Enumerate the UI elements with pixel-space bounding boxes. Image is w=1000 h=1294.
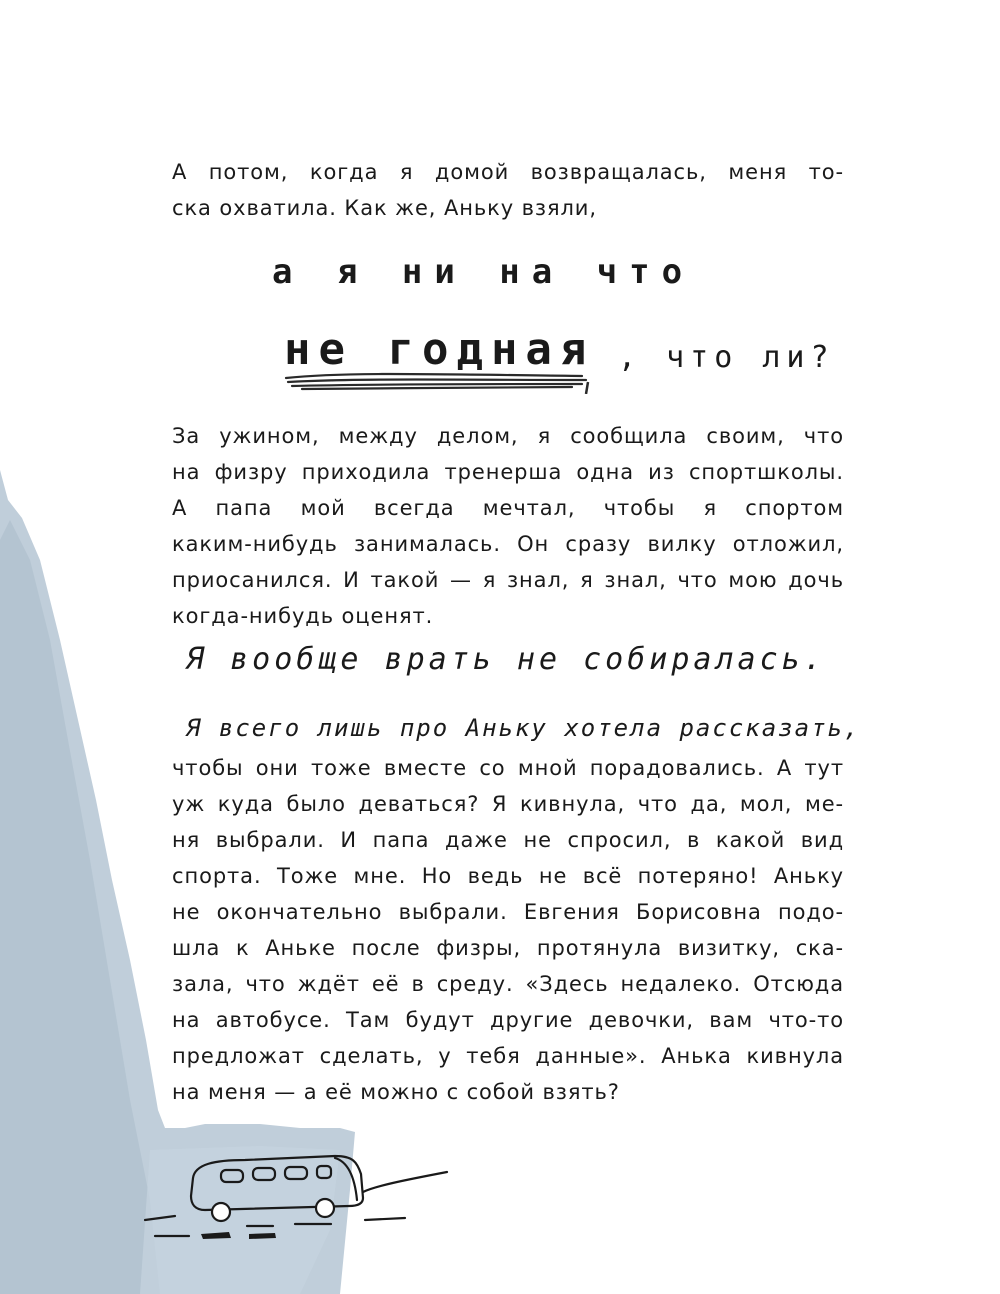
text-line: уж куда было деваться? Я кивнула, что да, мол, ме-	[172, 792, 844, 816]
paragraph-3	[172, 750, 844, 1110]
handwritten-line-1: а я ни на что	[272, 252, 695, 292]
handwritten-emphasis: не годная	[284, 324, 595, 375]
text-line: когда-нибудь оценят.	[172, 604, 434, 628]
paragraph-1	[172, 154, 844, 226]
text-line: приосанился. И такой — я знал, я знал, что мою дочь	[172, 568, 844, 592]
text-line: на физру приходила тренерша одна из спортшколы.	[172, 460, 844, 484]
scribble-underline	[282, 364, 602, 394]
text-line: А потом, когда я домой возвращалась, меня то-	[172, 160, 844, 184]
text-line: на автобусе. Там будут другие девочки, вам что-то	[172, 1008, 844, 1032]
text-line: предложат сделать, у тебя данные». Анька кивнула	[172, 1044, 844, 1068]
text-line: чтобы они тоже вместе со мной порадовались. А тут	[172, 756, 844, 780]
text-line: каким-нибудь занималась. Он сразу вилку отложил,	[172, 532, 844, 556]
text-line: не окончательно выбрали. Евгения Борисовна подо-	[172, 900, 844, 924]
bus-icon	[135, 1140, 455, 1240]
handwritten-line-4: Я всего лишь про Аньку хотела рассказать,	[186, 714, 861, 742]
text-line: на меня — а её можно с собой взять?	[172, 1080, 620, 1104]
paragraph-2	[172, 418, 844, 634]
text-line: шла к Аньке после физры, протянула визитку, ска-	[172, 936, 844, 960]
text-line: А папа мой всегда мечтал, чтобы я спортом	[172, 496, 844, 520]
text-line: За ужином, между делом, я сообщила своим, что	[172, 424, 844, 448]
text-line: ска охватила. Как же, Аньку взяли,	[172, 196, 597, 220]
handwritten-question: , что ли?	[618, 340, 835, 375]
text-line: зала, что ждёт её в среду. «Здесь недалеко. Отсюда	[172, 972, 844, 996]
text-line: ня выбрали. И папа даже не спросил, в какой вид	[172, 828, 844, 852]
text-line: спорта. Тоже мне. Но ведь не всё потеряно! Аньку	[172, 864, 844, 888]
handwritten-line-3: Я вообще врать не собиралась.	[186, 642, 826, 677]
